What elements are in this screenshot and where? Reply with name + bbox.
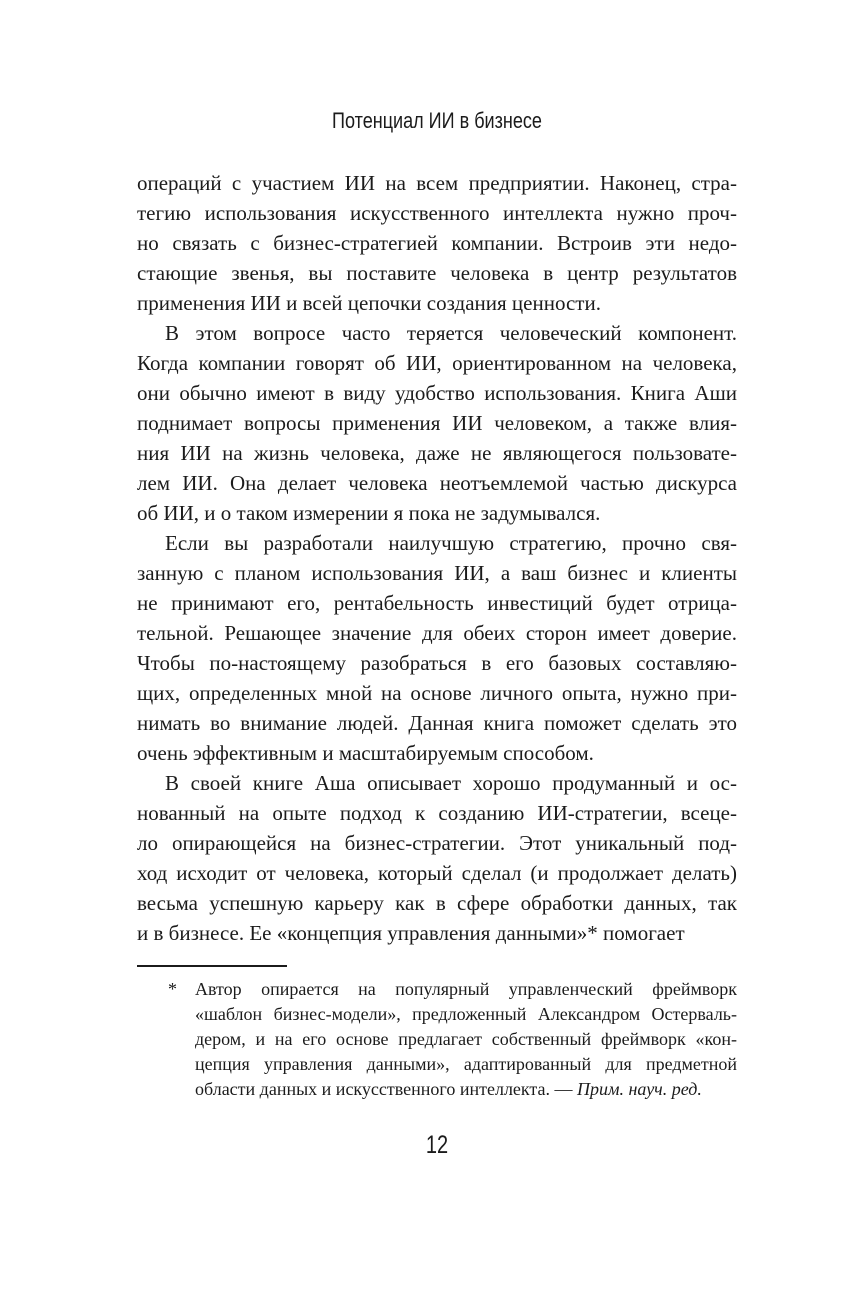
body-line: Когда компании говорят об ИИ, ориентированном на человека,	[137, 351, 737, 375]
body-line: Если вы разработали наилучшую стратегию, прочно свя-	[165, 531, 737, 555]
body-line: не принимают его, рентабельность инвестиций будет отрица-	[137, 591, 737, 615]
body-line: стающие звенья, вы поставите человека в центр результатов	[137, 261, 737, 285]
footnote-line: «шаблон бизнес-модели», предложенный Александром Остерваль-	[195, 1004, 737, 1024]
body-line: занную с планом использования ИИ, а ваш бизнес и клиенты	[137, 561, 737, 585]
body-line: ход исходит от человека, который сделал (и продолжает делать)	[137, 861, 737, 885]
body-line: весьма успешную карьеру как в сфере обработки данных, так	[137, 891, 737, 915]
body-line: об ИИ, и о таком измерении я пока не задумывался.	[137, 501, 601, 525]
footnote-marker: *	[168, 979, 177, 999]
footnote-lines	[195, 977, 737, 1102]
body-line: тегию использования искусственного интеллекта нужно проч-	[137, 201, 737, 225]
body-line: очень эффективным и масштабируемым способом.	[137, 741, 594, 765]
body-line: операций с участием ИИ на всем предприятии. Наконец, стра-	[137, 171, 737, 195]
body-line: нимать во внимание людей. Данная книга поможет сделать это	[137, 711, 737, 735]
footnote-line: области данных и искусственного интеллекта. — Прим. науч. ред.	[195, 1079, 702, 1099]
body-line: но связать с бизнес-стратегией компании. Встроив эти недо-	[137, 231, 737, 255]
body-line: лем ИИ. Она делает человека неотъемлемой частью дискурса	[137, 471, 737, 495]
body-line: применения ИИ и всей цепочки создания ценности.	[137, 291, 601, 315]
body-line: Чтобы по-настоящему разобраться в его базовых составляю-	[137, 651, 737, 675]
page-number: 12	[425, 1131, 449, 1159]
running-header: Потенциал ИИ в бизнесе	[332, 108, 542, 133]
footnote-editor-attribution: Прим. науч. ред.	[577, 1079, 702, 1099]
body-line: они обычно имеют в виду удобство использования. Книга Аши	[137, 381, 737, 405]
body-line: В этом вопросе часто теряется человеческий компонент.	[165, 321, 737, 345]
footnote-line: Автор опирается на популярный управленческий фреймворк	[195, 979, 737, 999]
footnote-line: цепция управления данными», адаптированный для предметной	[195, 1054, 737, 1074]
body-line: поднимает вопросы применения ИИ человеком, а также влия-	[137, 411, 737, 435]
body-text	[137, 168, 737, 948]
body-line: тельной. Решающее значение для обеих сторон имеет доверие.	[137, 621, 737, 645]
body-line: ния ИИ на жизнь человека, даже не являющегося пользовате-	[137, 441, 737, 465]
body-line: В своей книге Аша описывает хорошо продуманный и ос-	[165, 771, 737, 795]
body-line: щих, определенных мной на основе личного опыта, нужно при-	[137, 681, 737, 705]
body-line: ло опирающейся на бизнес-стратегии. Этот уникальный под-	[137, 831, 737, 855]
footnote-rule	[137, 965, 287, 967]
footnote-line: дером, и на его основе предлагает собственный фреймворк «кон-	[195, 1029, 737, 1049]
body-line: и в бизнесе. Ее «концепция управления данными»* помогает	[137, 921, 685, 945]
body-line: нованный на опыте подход к созданию ИИ-стратегии, всеце-	[137, 801, 737, 825]
